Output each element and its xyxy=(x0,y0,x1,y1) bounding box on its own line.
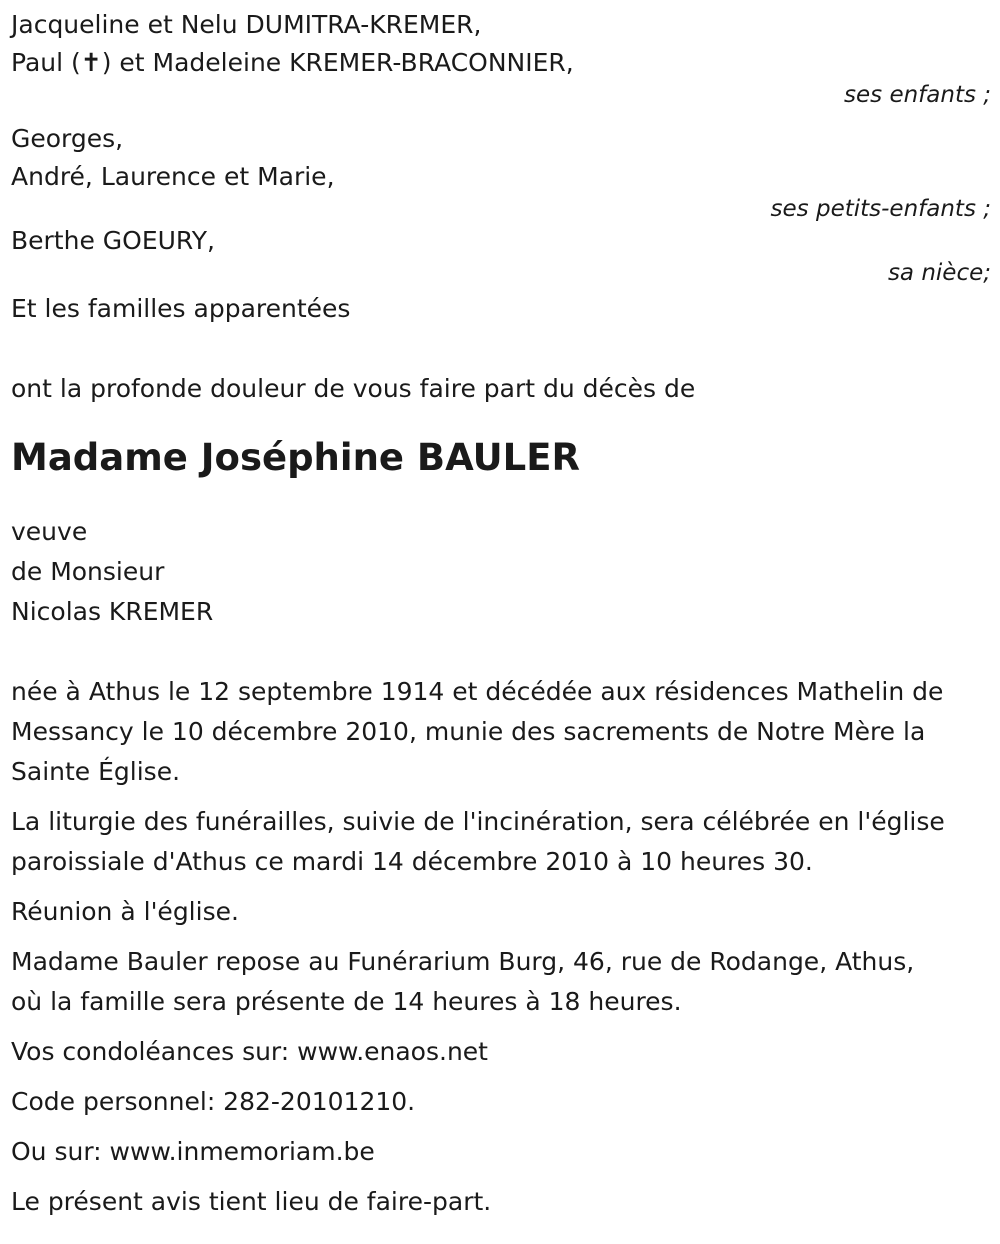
children-line-1: Jacqueline et Nelu DUMITRA-KREMER, xyxy=(11,10,482,39)
visitation-paragraph xyxy=(11,942,991,1022)
birth-death-line-3: Sainte Église. xyxy=(11,757,181,786)
closing-text: Le présent avis tient lieu de faire-part. xyxy=(11,1187,492,1216)
children-block xyxy=(11,6,991,108)
deceased-name: Madame Joséphine BAULER xyxy=(11,436,580,479)
visitation-line-1: Madame Bauler repose au Funérarium Burg, 46, rue de Rodange, Athus, xyxy=(11,947,915,976)
grandchildren-line-1: Georges, xyxy=(11,124,124,153)
reunion-text: Réunion à l'église. xyxy=(11,897,239,926)
liturgy-line-1: La liturgie des funérailles, suivie de l'incinération, sera célébrée en l'église xyxy=(11,807,945,836)
grandchildren-block xyxy=(11,120,991,222)
birth-death-paragraph xyxy=(11,672,991,792)
personal-code-text: Code personnel: 282-20101210. xyxy=(11,1087,416,1116)
niece-block xyxy=(11,222,991,286)
alternate-site-text: Ou sur: www.inmemoriam.be xyxy=(11,1137,375,1166)
widow-line-2: de Monsieur xyxy=(11,557,165,586)
niece-role: sa nièce; xyxy=(887,260,991,286)
grandchildren-role: ses petits-enfants ; xyxy=(770,196,991,222)
announcement: ont la profonde douleur de vous faire part du décès de xyxy=(11,374,696,403)
widow-line-1: veuve xyxy=(11,517,88,546)
children-role: ses enfants ; xyxy=(844,82,991,108)
birth-death-line-1: née à Athus le 12 septembre 1914 et décédée aux résidences Mathelin de xyxy=(11,677,944,706)
widow-line-3: Nicolas KREMER xyxy=(11,597,214,626)
grandchildren-line-2: André, Laurence et Marie, xyxy=(11,162,335,191)
death-notice xyxy=(11,6,991,1222)
niece-line: Berthe GOEURY, xyxy=(11,226,215,255)
birth-death-line-2: Messancy le 10 décembre 2010, munie des sacrements de Notre Mère la xyxy=(11,717,926,746)
liturgy-line-2: paroissiale d'Athus ce mardi 14 décembre 2010 à 10 heures 30. xyxy=(11,847,813,876)
condolences-text: Vos condoléances sur: www.enaos.net xyxy=(11,1037,488,1066)
relatives-line: Et les familles apparentées xyxy=(11,294,351,323)
children-line-2: Paul (✝) et Madeleine KREMER-BRACONNIER, xyxy=(11,48,574,77)
liturgy-paragraph xyxy=(11,802,991,882)
visitation-line-2: où la famille sera présente de 14 heures à 18 heures. xyxy=(11,987,682,1016)
widow-block xyxy=(11,512,991,632)
